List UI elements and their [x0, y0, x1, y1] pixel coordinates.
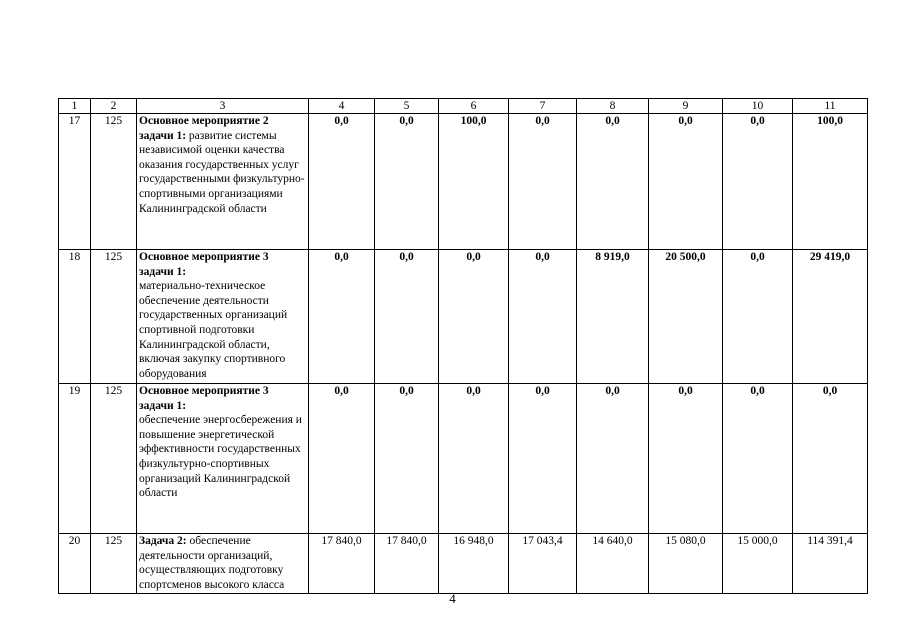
- header-cell: 5: [375, 99, 439, 114]
- value-cell: 0,0: [723, 384, 793, 534]
- value-cell: 0,0: [439, 250, 509, 384]
- value-cell: 17 043,4: [509, 534, 577, 594]
- value-cell: 14 640,0: [577, 534, 649, 594]
- row-text: обеспечение деятельности организаций, осуществляющих подготовку спортсменов высокого класса: [139, 535, 285, 591]
- row-description: [137, 114, 309, 250]
- header-cell: 9: [649, 99, 723, 114]
- row-title: Основное мероприятие 3 задачи 1:: [139, 251, 269, 278]
- value-cell: 0,0: [649, 114, 723, 250]
- row-description: [137, 384, 309, 534]
- page-number: 4: [449, 591, 456, 606]
- value-cell: 0,0: [309, 384, 375, 534]
- value-cell: 8 919,0: [577, 250, 649, 384]
- row-code: 125: [91, 250, 137, 384]
- row-text: развитие системы независимой оценки качества оказания государственных услуг государственными физкультурно-спортивными организациями Калининградской области: [139, 129, 305, 215]
- budget-table: [58, 98, 868, 594]
- value-cell: 0,0: [577, 384, 649, 534]
- value-cell: 0,0: [309, 250, 375, 384]
- row-code: 125: [91, 114, 137, 250]
- header-cell: 2: [91, 99, 137, 114]
- value-cell: 0,0: [375, 114, 439, 250]
- value-cell: 100,0: [439, 114, 509, 250]
- header-cell: 10: [723, 99, 793, 114]
- value-cell: 17 840,0: [375, 534, 439, 594]
- row-number: 17: [59, 114, 91, 250]
- value-cell: 16 948,0: [439, 534, 509, 594]
- value-cell: 29 419,0: [793, 250, 868, 384]
- value-cell: 0,0: [509, 114, 577, 250]
- value-cell: 20 500,0: [649, 250, 723, 384]
- value-cell: 0,0: [723, 114, 793, 250]
- header-cell: 11: [793, 99, 868, 114]
- row-number: 20: [59, 534, 91, 594]
- header-cell: 1: [59, 99, 91, 114]
- value-cell: 0,0: [509, 384, 577, 534]
- header-cell: 8: [577, 99, 649, 114]
- value-cell: 15 000,0: [723, 534, 793, 594]
- row-number: 19: [59, 384, 91, 534]
- table-row: [59, 384, 868, 534]
- row-text: обеспечение энергосбережения и повышение энергетической эффективности государственных физкультурно-спортивных организаций Калининградской области: [139, 414, 302, 500]
- value-cell: 0,0: [577, 114, 649, 250]
- value-cell: 100,0: [793, 114, 868, 250]
- header-cell: 7: [509, 99, 577, 114]
- value-cell: 0,0: [793, 384, 868, 534]
- value-cell: 0,0: [439, 384, 509, 534]
- header-cell: 3: [137, 99, 309, 114]
- table-row: [59, 534, 868, 594]
- value-cell: 17 840,0: [309, 534, 375, 594]
- value-cell: 0,0: [723, 250, 793, 384]
- row-title: Основное мероприятие 2 задачи 1:: [139, 115, 269, 142]
- row-text: материально-техническое обеспечение деятельности государственных организаций спортивной подготовки Калининградской области, включая закупку спортивного оборудования: [139, 280, 288, 380]
- value-cell: 0,0: [649, 384, 723, 534]
- row-description: [137, 534, 309, 594]
- header-row: [59, 99, 868, 114]
- value-cell: 0,0: [375, 384, 439, 534]
- value-cell: 0,0: [509, 250, 577, 384]
- table-row: [59, 250, 868, 384]
- row-number: 18: [59, 250, 91, 384]
- header-cell: 6: [439, 99, 509, 114]
- row-code: 125: [91, 534, 137, 594]
- table-row: [59, 114, 868, 250]
- row-title: Основное мероприятие 3 задачи 1:: [139, 385, 269, 412]
- row-description: [137, 250, 309, 384]
- value-cell: 114 391,4: [793, 534, 868, 594]
- value-cell: 15 080,0: [649, 534, 723, 594]
- row-code: 125: [91, 384, 137, 534]
- header-cell: 4: [309, 99, 375, 114]
- value-cell: 0,0: [375, 250, 439, 384]
- row-title: Задача 2:: [139, 535, 187, 547]
- value-cell: 0,0: [309, 114, 375, 250]
